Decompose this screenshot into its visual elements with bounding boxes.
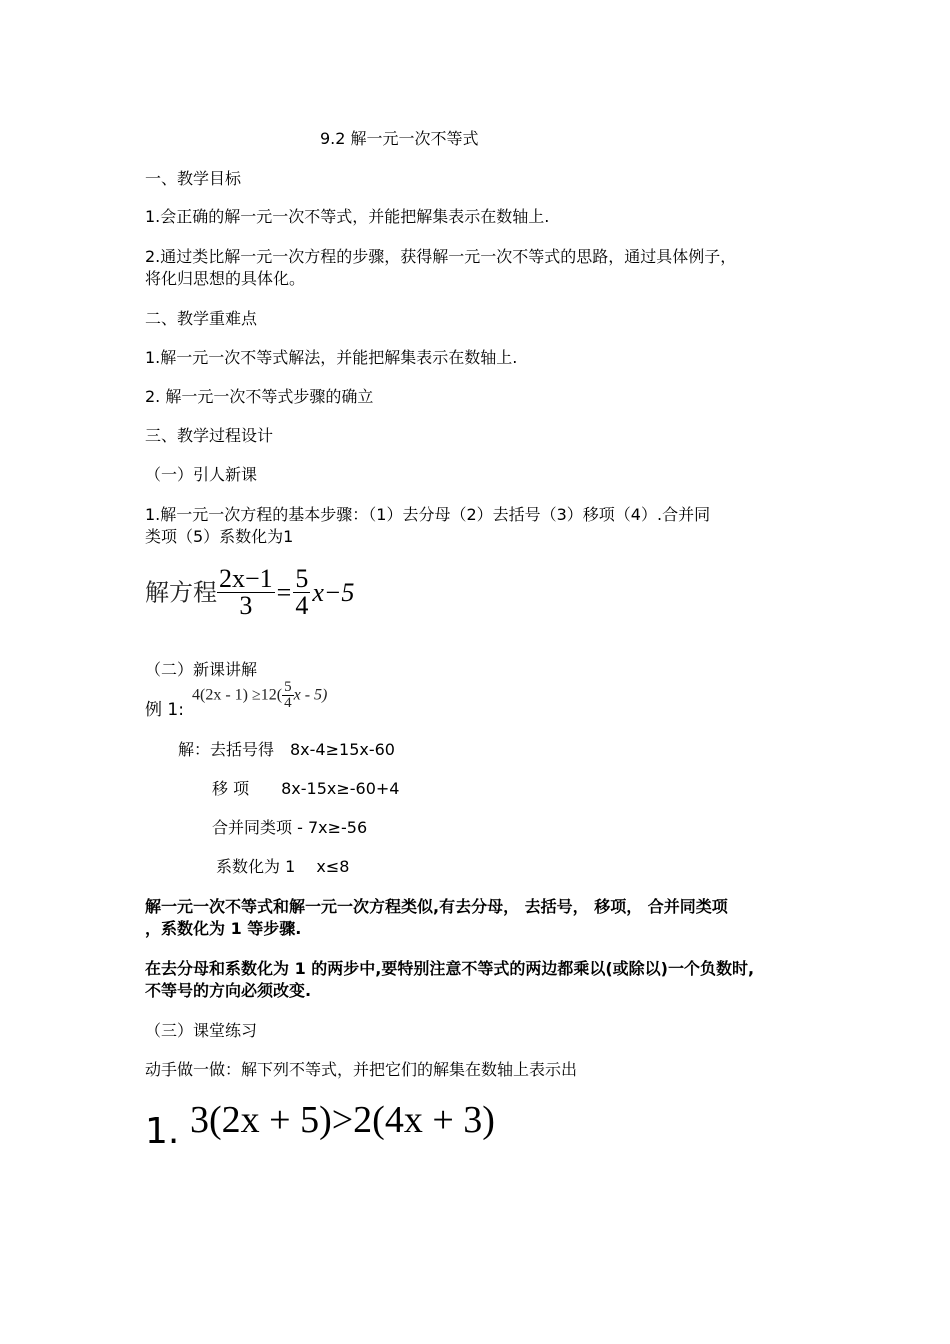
equation-prefix: 解方程 (145, 578, 217, 607)
example-1-label: 例 1: (145, 700, 184, 720)
section-heading-goals: 一、教学目标 (145, 169, 242, 188)
subheading-practice: （三）课堂练习 (145, 1021, 258, 1040)
solution-step-1: 解：去括号得 8x-4≥15x-60 (178, 740, 395, 759)
example-1-right: x - 5) (293, 686, 328, 704)
equation-rhs-numerator: 5 (295, 564, 309, 593)
goal-2-line1: 2.通过类比解一元一次方程的步骤，获得解一元一次不等式的思路，通过具体例子， (145, 247, 737, 266)
summary-2-line2: 不等号的方向必须改变. (145, 981, 312, 1000)
equation-lhs-numerator: 2x−1 (219, 564, 273, 593)
practice-number: 1. (145, 1111, 180, 1152)
subheading-new-lesson: （二）新课讲解 (145, 660, 258, 679)
practice-1-inequality: 3(2x + 5)>2(4x + 3) (190, 1099, 495, 1141)
example-1-denominator: 4 (284, 695, 292, 711)
goal-1: 1.会正确的解一元一次不等式，并能把解集表示在数轴上. (145, 207, 550, 226)
summary-1-line2: ，系数化为 1 等步骤. (145, 919, 302, 938)
summary-1-line1: 解一元一次不等式和解一元一次方程类似,有去分母， 去括号， 移项， 合并同类项 (145, 897, 728, 916)
steps-line1: 1.解一元一次方程的基本步骤：（1）去分母（2）去括号（3）移项（4）.合并同 (145, 505, 711, 524)
example-1-inequality (192, 680, 327, 711)
goal-2-line2: 将化归思想的具体化。 (145, 269, 306, 288)
key-point-1: 1.解一元一次不等式解法，并能把解集表示在数轴上. (145, 348, 518, 367)
example-1-numerator: 5 (284, 679, 292, 695)
solution-step-2: 移 项 8x-15x≥-60+4 (212, 779, 400, 798)
equation-lhs-fraction (217, 566, 275, 619)
summary-2-line1: 在去分母和系数化为 1 的两步中,要特别注意不等式的两边都乘以(或除以)一个负数时, (145, 959, 755, 978)
solution-step-4: 系数化为 1 x≤8 (216, 857, 350, 876)
page-title: 9.2 解一元一次不等式 (320, 129, 479, 148)
example-1-left: 4(2x - 1) ≥12( (192, 686, 283, 704)
equation-solve (145, 566, 354, 619)
key-point-2: 2. 解一元一次不等式步骤的确立 (145, 387, 374, 406)
example-1-fraction (282, 680, 294, 711)
equation-rhs-tail: x−5 (312, 577, 355, 607)
section-heading-key-points: 二、教学重难点 (145, 309, 258, 328)
equation-rhs-denominator: 4 (295, 591, 309, 620)
steps-line2: 类项（5）系数化为1 (145, 527, 294, 546)
subheading-intro: （一）引人新课 (145, 465, 258, 484)
equation-rhs-fraction (293, 566, 310, 619)
solution-step-3: 合并同类项 - 7x≥-56 (212, 818, 368, 837)
practice-intro: 动手做一做：解下列不等式，并把它们的解集在数轴上表示出 (145, 1060, 578, 1079)
equation-lhs-denominator: 3 (239, 591, 253, 620)
equation-equals: = (276, 577, 292, 607)
section-heading-process: 三、教学过程设计 (145, 426, 274, 445)
